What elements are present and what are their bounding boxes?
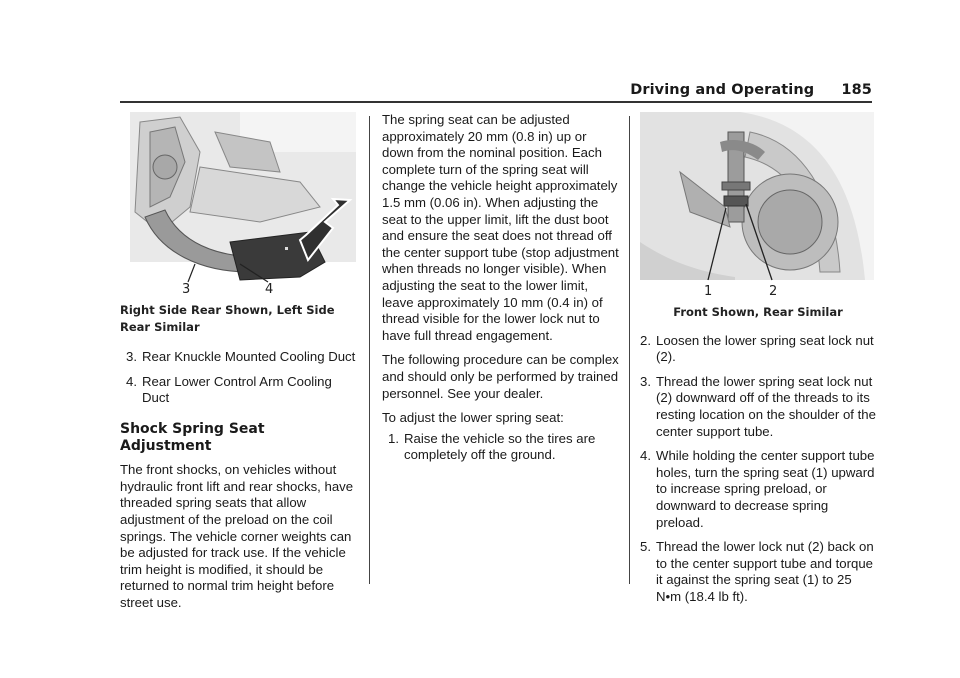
figure-caption: Right Side Rear Shown, Left Side Rear Similar <box>120 303 335 334</box>
section-title: Driving and Operating <box>630 82 815 98</box>
callout-4: 4 <box>265 282 274 297</box>
procedure-step: 3. Thread the lower spring seat lock nut (2) downward off of the threads to its resting location on the shoulder of the center support tube. <box>640 373 876 439</box>
column-2 <box>382 112 620 472</box>
figure-rear-cooling-ducts <box>120 112 356 298</box>
page-number: 185 <box>841 82 872 98</box>
figure-front-spring-seat <box>640 112 874 300</box>
header-rule <box>120 101 872 103</box>
page-header <box>630 82 872 98</box>
rear-suspension-illustration <box>120 112 356 298</box>
callout-3: 3 <box>182 282 191 297</box>
column-3 <box>640 112 876 614</box>
section-heading: Shock Spring Seat Adjustment <box>120 420 265 454</box>
callout-2: 2 <box>769 284 778 299</box>
column-divider-1 <box>369 116 370 584</box>
front-shock-illustration <box>640 112 874 300</box>
body-paragraph: To adjust the lower spring seat: <box>382 410 564 426</box>
procedure-steps <box>640 333 876 606</box>
body-paragraph: The front shocks, on vehicles without hydraulic front lift and rear shocks, have threaded spring seats that allow adjustment of the preload on the coil springs. The vehicle corner weights can be adjusted for track use. If the vehicle trim height is modified, it should be returned to normal trim height before street use. <box>120 462 354 610</box>
legend-list <box>126 349 360 407</box>
legend-item: 3. Rear Knuckle Mounted Cooling Duct <box>126 349 356 365</box>
legend-item: 4. Rear Lower Control Arm Cooling Duct <box>126 373 332 406</box>
procedure-step: 4. While holding the center support tube holes, turn the spring seat (1) upward to increase spring preload, or downward to decrease spring preload. <box>640 448 875 530</box>
procedure-steps <box>388 431 620 464</box>
column-divider-2 <box>629 116 630 584</box>
procedure-step: 5. Thread the lower lock nut (2) back on to the center support tube and torque it against the spring seat (1) to 25 N•m (18.4 lb ft). <box>640 539 874 604</box>
callout-1: 1 <box>704 284 713 299</box>
procedure-step: 1. Raise the vehicle so the tires are completely off the ground. <box>388 430 596 463</box>
procedure-step: 2. Loosen the lower spring seat lock nut (2). <box>640 332 874 365</box>
body-paragraph: The following procedure can be complex and should only be performed by trained personnel. See your dealer. <box>382 352 619 401</box>
column-1 <box>120 112 360 620</box>
body-paragraph: The spring seat can be adjusted approximately 20 mm (0.8 in) up or down from the nominal position. Each complete turn of the spring seat will change the vehicle height approximately 1.5 mm (0.06 in). When adjusting the seat to the upper limit, lift the dust boot and ensure the seat does not thread off the center support tube (stop adjustment when threads no longer visible). When adjusting the seat to the lower limit, leave approximately 10 mm (0.4 in) of thread visible for the lower lock nut to have full thread engagement. <box>382 112 619 343</box>
figure-caption: Front Shown, Rear Similar <box>673 305 843 319</box>
